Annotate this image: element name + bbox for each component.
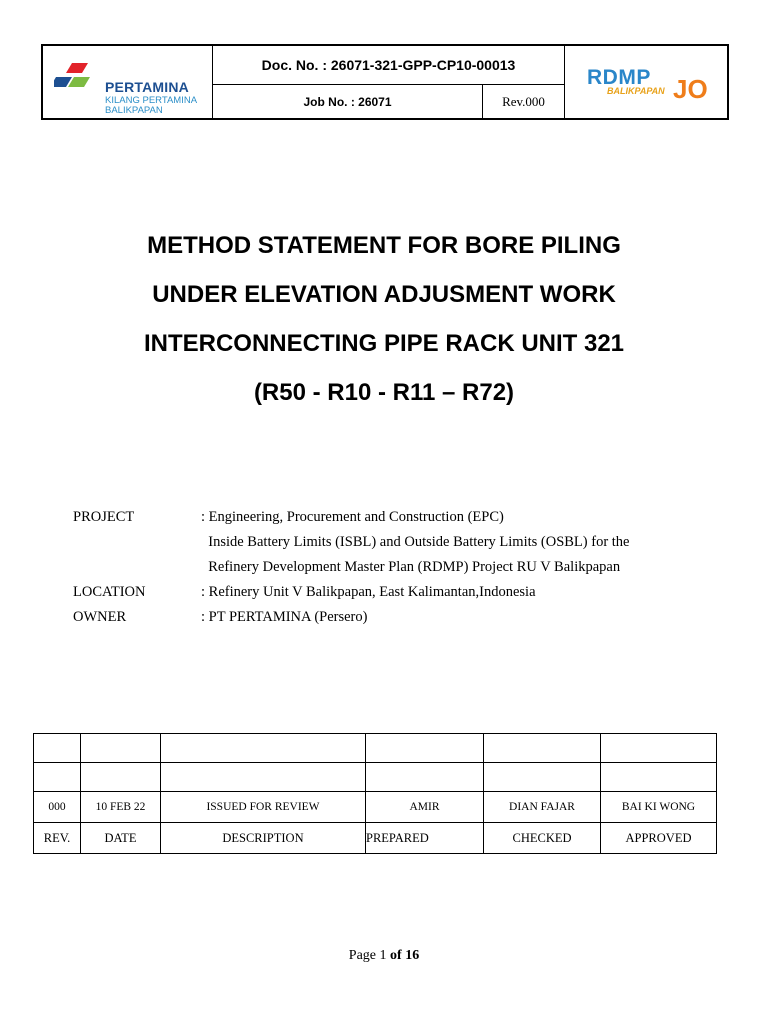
info-value: : PT PERTAMINA (Persero): [201, 609, 368, 625]
pertamina-name: PERTAMINA: [105, 79, 189, 95]
info-value: Refinery Development Master Plan (RDMP) Project RU V Balikpapan: [201, 559, 621, 575]
table-cell: [34, 734, 81, 763]
info-value: Inside Battery Limits (ISBL) and Outside Battery Limits (OSBL) for the: [201, 534, 630, 550]
rdmp-logo-balikpapan: BALIKPAPAN: [607, 86, 665, 96]
pertamina-sub1: KILANG PERTAMINA: [105, 95, 198, 106]
doc-number: Doc. No. : 26071-321-GPP-CP10-00013: [213, 46, 565, 85]
table-row: [34, 734, 717, 763]
info-label: LOCATION: [73, 584, 146, 600]
prepared-cell: AMIR: [366, 792, 484, 823]
table-cell: [601, 734, 717, 763]
job-number: Job No. : 26071: [213, 85, 483, 118]
rev-cell: 000: [34, 792, 81, 823]
table-row: [34, 763, 717, 792]
document-title: [0, 228, 768, 424]
rdmp-logo-text: RDMP: [587, 66, 651, 89]
column-header: APPROVED: [601, 823, 717, 854]
column-header: DATE: [81, 823, 161, 854]
table-cell: [366, 734, 484, 763]
page-of: of: [386, 948, 406, 963]
document-header: [41, 44, 729, 120]
table-cell: [601, 763, 717, 792]
table-cell: [81, 734, 161, 763]
column-header: PREPARED: [366, 823, 484, 854]
column-header: DESCRIPTION: [161, 823, 366, 854]
title-line: (R50 - R10 - R11 – R72): [253, 379, 515, 406]
info-value: : Refinery Unit V Balikpapan, East Kalimantan,Indonesia: [201, 584, 536, 600]
table-cell: [366, 763, 484, 792]
title-line: METHOD STATEMENT FOR BORE PILING: [147, 232, 621, 259]
pertamina-sub2: BALIKPAPAN: [105, 105, 163, 116]
revision-number: Rev.000: [483, 85, 565, 118]
page-number: 1: [379, 948, 387, 963]
table-cell: [161, 734, 366, 763]
page-footer: [0, 948, 768, 964]
table-cell: [484, 734, 601, 763]
column-header: CHECKED: [484, 823, 601, 854]
page-total: 16: [405, 948, 420, 963]
pertamina-logo-icon: [54, 61, 100, 101]
title-line: UNDER ELEVATION ADJUSMENT WORK: [152, 281, 616, 308]
info-value: : Engineering, Procurement and Construction (EPC): [201, 509, 504, 525]
pertamina-subtitle: [105, 96, 197, 116]
description-cell: ISSUED FOR REVIEW: [161, 792, 366, 823]
table-cell: [81, 763, 161, 792]
date-cell: 10 FEB 22: [81, 792, 161, 823]
page-prefix: Page: [348, 948, 380, 963]
rdmp-logo-jo: JO: [673, 74, 708, 104]
rdmp-logo-cell: [565, 46, 727, 118]
table-row: [34, 792, 717, 823]
info-label: PROJECT: [73, 509, 135, 525]
title-line: INTERCONNECTING PIPE RACK UNIT 321: [143, 330, 625, 357]
approved-cell: BAI KI WONG: [601, 792, 717, 823]
table-cell: [484, 763, 601, 792]
revision-table: [33, 733, 717, 854]
table-cell: [161, 763, 366, 792]
info-label: OWNER: [73, 609, 127, 625]
column-header: REV.: [34, 823, 81, 854]
table-cell: [34, 763, 81, 792]
pertamina-logo-cell: [43, 46, 213, 118]
table-header-row: [34, 823, 717, 854]
checked-cell: DIAN FAJAR: [484, 792, 601, 823]
